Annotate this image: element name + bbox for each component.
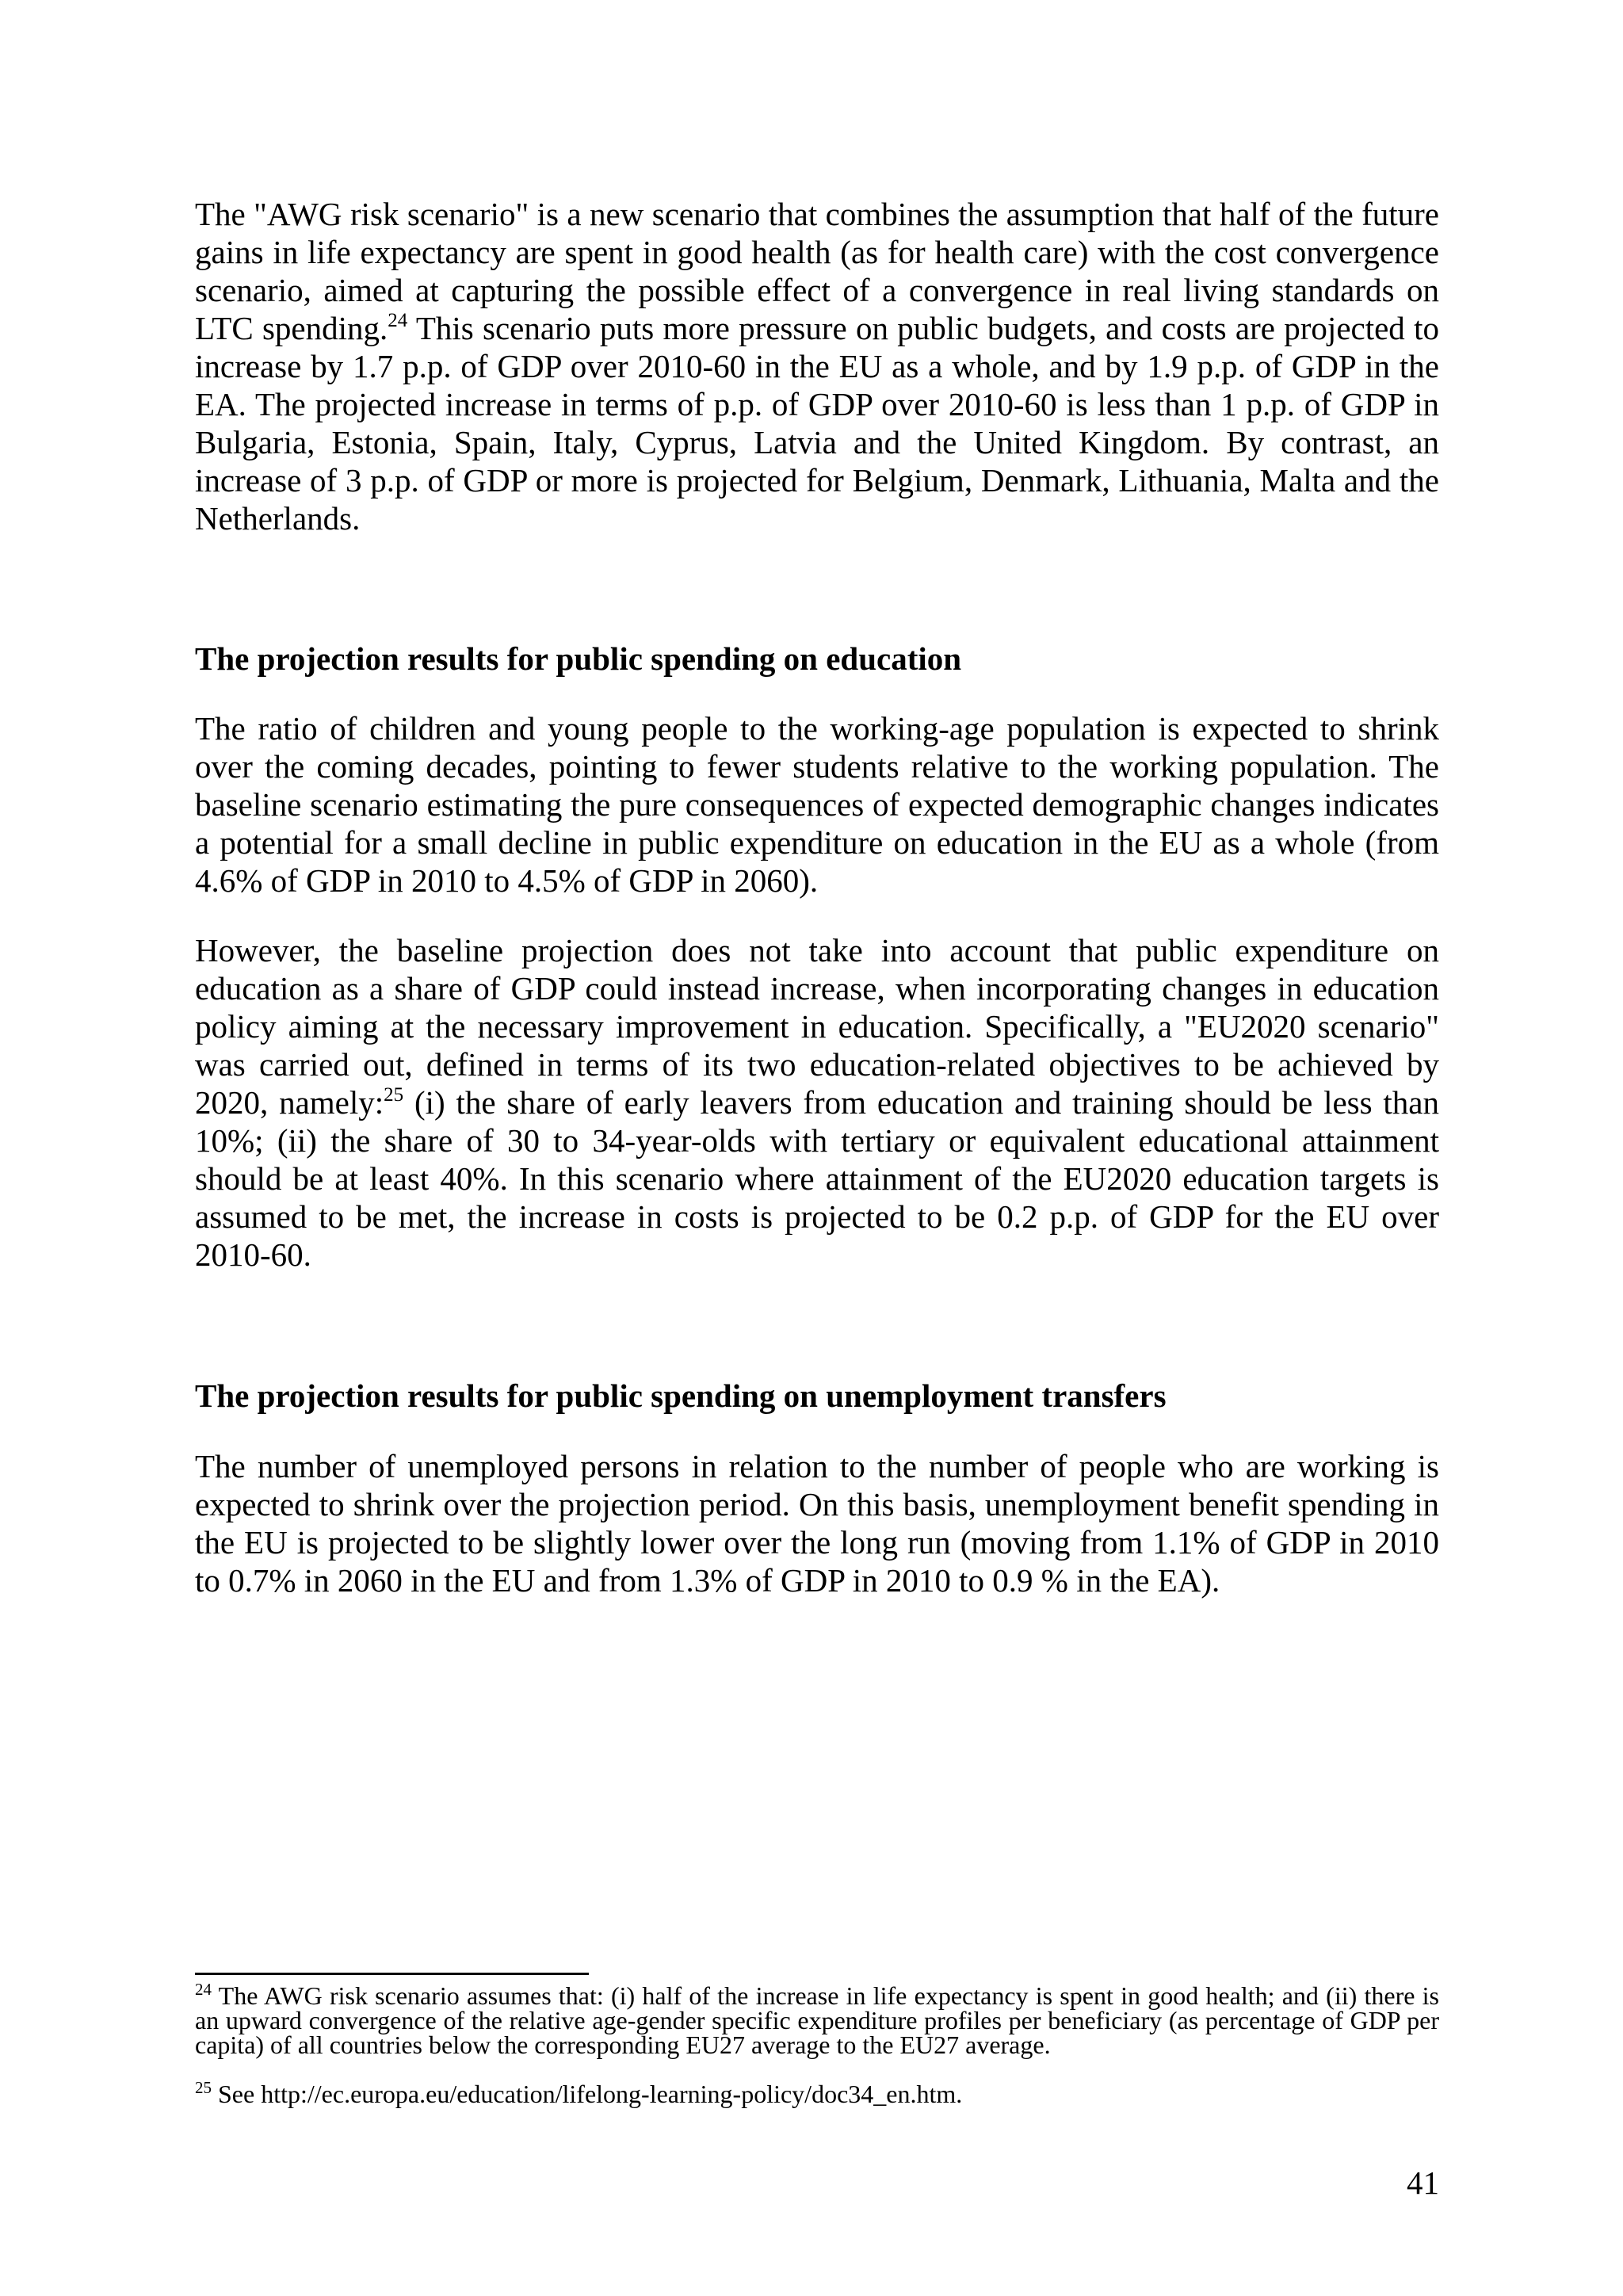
footnote-separator	[195, 1973, 589, 1975]
footnote-reference-25[interactable]: 25	[384, 1084, 404, 1106]
footnote-reference-24[interactable]: 24	[388, 310, 408, 331]
paragraph-awg-risk-scenario	[195, 195, 1439, 537]
paragraph-text: However, the baseline projection does not take into account that public expenditure on education as a share of GDP could instead increase, when incorporating changes in education policy aiming at the necessary improvement in education. Specifically, a "EU2020 scenario" was carried out, defined in terms of its two education-related objectives to be achieved by 2020, namely:	[195, 932, 1439, 1121]
page-number: 41	[1407, 2164, 1439, 2201]
paragraph-text: The "AWG risk scenario" is a new scenario that combines the assumption that half of the future gains in life expectancy are spent in good health (as for health care) with the cost convergence scenario, aimed at capturing the possible effect of a convergence in real living standards on LTC spending.	[195, 196, 1439, 346]
paragraph-unemployment: The number of unemployed persons in relation to the number of people who are working is expected to shrink over the projection period. On this basis, unemployment benefit spending in the EU is projected to be slightly lower over the long run (moving from 1.1% of GDP in 2010 to 0.7% in 2060 in the EU and from 1.3% of GDP in 2010 to 0.9 % in the EA).	[195, 1448, 1439, 1599]
footnote-text: See http://ec.europa.eu/education/lifelong-learning-policy/doc34_en.htm.	[212, 2080, 963, 2108]
footnote-24	[195, 1980, 1439, 2059]
paragraph-text: (i) the share of early leavers from education and training should be less than 10%; (ii) the share of 30 to 34-year-olds with tertiary or equivalent educational attainment should be at least 40%. In this scenario where attainment of the EU2020 education targets is assumed to be met, the increase in costs is projected to be 0.2 p.p. of GDP for the EU over 2010-60.	[195, 1084, 1439, 1273]
paragraph-education-baseline: The ratio of children and young people to the working-age population is expected to shrink over the coming decades, pointing to fewer students relative to the working population. The baseline scenario estimating the pure consequences of expected demographic changes indicates a potential for a small decline in public expenditure on education in the EU as a whole (from 4.6% of GDP in 2010 to 4.5% of GDP in 2060).	[195, 710, 1439, 899]
footnote-25	[195, 2078, 1439, 2108]
paragraph-education-eu2020	[195, 931, 1439, 1274]
footnote-number: 25	[195, 2078, 212, 2097]
section-heading-unemployment: The projection results for public spending on unemployment transfers	[195, 1377, 1167, 1414]
footnote-number: 24	[195, 1980, 212, 1999]
section-heading-education: The projection results for public spending on education	[195, 640, 962, 677]
footnote-text: The AWG risk scenario assumes that: (i) half of the increase in life expectancy is spent in good health; and (ii) there is an upward convergence of the relative age-gender specific expenditure profiles per beneficiary (as percentage of GDP per capita) of all countries below the corresponding EU27 average to the EU27 average.	[195, 1981, 1439, 2059]
paragraph-text: This scenario puts more pressure on public budgets, and costs are projected to increase by 1.7 p.p. of GDP over 2010-60 in the EU as a whole, and by 1.9 p.p. of GDP in the EA. The projected increase in terms of p.p. of GDP over 2010-60 is less than 1 p.p. of GDP in Bulgaria, Estonia, Spain, Italy, Cyprus, Latvia and the United Kingdom. By contrast, an increase of 3 p.p. of GDP or more is projected for Belgium, Denmark, Lithuania, Malta and the Netherlands.	[195, 310, 1439, 537]
